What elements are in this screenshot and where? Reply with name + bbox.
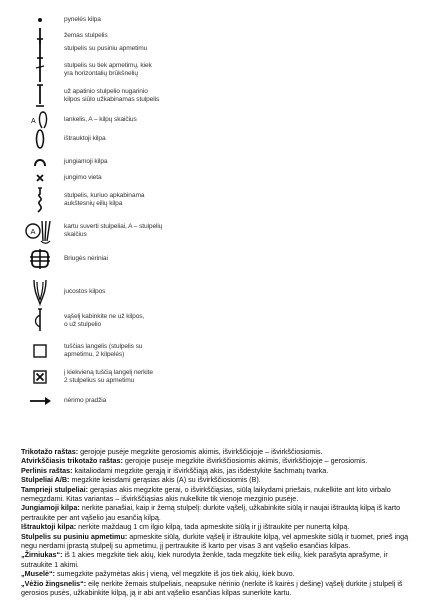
- legend-row-empty-square: [28, 339, 142, 363]
- legend-row-crossed-square: [28, 365, 153, 389]
- front-loop-icon: [28, 309, 52, 333]
- legend-row-raised-stitch: [28, 188, 144, 212]
- legend-label: nėrimo pradžia: [64, 397, 107, 404]
- description-text: sumegzkite pažymėtas akis į vieną, vėl megzkite iš jos tiek akių, kiek buvo.: [54, 569, 295, 579]
- legend-label: Briugės nėriniai: [64, 255, 108, 262]
- legend-row-joined-loops: [28, 280, 105, 304]
- legend-row-bruges: [28, 247, 108, 271]
- description-text: gerąsias akis megzkite gerai, o išvirkščiąsias, siūlą laikydami priešais, nukelkite ant kito virbalo nemegzdami. Kitas variantas – išvirkščiąsias akis nukelkite tik vienoje mezginio pusėje.: [21, 484, 391, 504]
- cluster-letter: A: [30, 227, 36, 236]
- description-term: Trikotažo raštas:: [21, 447, 79, 456]
- legend-row-treble-crochet: [28, 58, 152, 82]
- legend-row-cluster: [28, 219, 162, 243]
- cross-icon: [28, 166, 52, 190]
- bruges-icon: [28, 247, 52, 271]
- legend-label: jucostos kilpos: [64, 288, 106, 295]
- description-term: Tamprieji stulpeliai:: [21, 484, 88, 494]
- cluster-icon: [28, 219, 52, 243]
- description-term: Perlinis raštas:: [21, 465, 73, 475]
- joined-loops-icon: [28, 280, 52, 304]
- legend-label: kartu suverti stulpeliai, A – stulpelių skaičius: [64, 223, 163, 238]
- legend-row-back-loop: [28, 84, 159, 108]
- legend-label: pynelės kilpa: [64, 16, 101, 23]
- description-term: „Muselė“:: [21, 569, 55, 579]
- description-text: megzkite keisdami gerąsias akis (A) su išvirkščiosiomis (B).: [69, 475, 261, 485]
- description-text: apmeskite siūlą, durkite vąšelį ir ištraukite kilpą, vėl apmeskite siūlą ir tuomet, prieš ingą negu nerdami įprastą stulpelį su apmetimu, jį pertraukite iš karto per visas 3 ant vąšelio esančias kilpas.: [21, 531, 409, 551]
- description-text: iš 1 akies megzkite tiek akių, kiek nurodyta ženkle, tada megzkite tiek eilių, kiek parašyta aprašyme, ir sutraukite 1 akimi.: [21, 550, 388, 569]
- loop-chain-letter: A: [31, 118, 36, 125]
- legend-label: jungimo vieta: [64, 174, 102, 181]
- legend-label: jungiamoji kilpa: [64, 158, 108, 165]
- legend-label: stulpelis, kuriuo apkabinama aukštesnių eilių kilpa: [64, 192, 145, 207]
- description-term: Stulpeliai A/B:: [21, 475, 70, 485]
- description-term: Stulpelis su pusiniu apmetimu:: [21, 531, 128, 541]
- stitch-descriptions: [21, 447, 416, 598]
- treble-crochet-icon: [28, 58, 52, 82]
- description-term: „Vėžio žingsnelis“:: [21, 578, 87, 588]
- description-text: eilę nerkite žemais stulpeliais, neapsuke nėrinio (nerkite iš kairės į dešinę) vąšelį durkite į stulpelį iš gerosios pusės, užkabinkite kilpą, ją ir abi ant vąšelio esančias kilpas sunerkite kartu.: [21, 578, 403, 598]
- description-term: Atvirkščiasis trikotažo raštas:: [21, 456, 123, 466]
- description-text: nerkite panašiai, kaip ir žemą stulpelį: durkite vąšelį, užkabinkite siūlą ir naujai ištrauktą kilpą iš karto pertraukite per ant vąšelio jau esančią kilpą.: [21, 503, 401, 522]
- legend-label: tuščias langelis (stulpelis su apmetimu, 2 kilpelės): [64, 343, 143, 358]
- pulled-loop-icon: [28, 127, 52, 151]
- description-paragraph: [21, 466, 416, 475]
- description-paragraph: [21, 532, 416, 551]
- empty-square-icon: [28, 339, 52, 363]
- back-loop-stitch-icon: [28, 84, 52, 108]
- raised-stitch-icon: [28, 188, 52, 212]
- legend-label: stulpelis su pusiniu apmetimu: [64, 45, 148, 52]
- description-text: nerkite maždaug 1 cm ilgio kilpą, tada apmeskite siūlą ir jį ištraukite per nunertą kilpą.: [76, 522, 350, 532]
- description-term: Ištrauktoji kilpa:: [21, 522, 77, 532]
- legend-label: už apatinio stulpelio nugarinio kilpos siūlo užkabinamas stulpelis: [64, 88, 160, 103]
- arrow-right-icon: [28, 389, 52, 413]
- crossed-square-icon: [28, 365, 52, 389]
- legend-label: ištrauktoji kilpa: [64, 135, 106, 142]
- description-paragraph: [21, 522, 416, 531]
- legend-row-join-point: [28, 166, 102, 190]
- description-paragraph: [21, 550, 416, 569]
- legend-label: stulpelis su tiek apmetimų, kiek yra horizontalių brūkšnelių: [64, 62, 152, 77]
- description-paragraph: [21, 579, 416, 598]
- legend-row-pulled-loop: [28, 127, 106, 151]
- legend-label: vąšelį kabinkite ne už kilpos, o už stulpelio: [64, 313, 145, 328]
- legend-row-front-loop: [28, 309, 144, 333]
- legend-label: į kiekvieną tuščią langelį nerkite 2 stulpelius su apmetimu: [64, 369, 153, 384]
- description-paragraph: [21, 456, 416, 465]
- legend-row-start: [28, 389, 106, 413]
- description-term: „Žirniukas“:: [21, 550, 63, 560]
- description-text: kaitaliodami megzkite gerąją ir išvirkščiąją akis, jas išdėstykite šachmatų tvarka.: [72, 465, 329, 475]
- description-paragraph: [21, 447, 416, 456]
- description-paragraph: [21, 503, 416, 522]
- description-text: gerojoje pusėje megzkite išvirkščiosiomis akimis, išvirkščiojoje – gerosiomis.: [122, 456, 368, 466]
- description-paragraph: [21, 485, 416, 504]
- legend-label: lankelis, A – kilpų skaičius: [64, 116, 137, 123]
- legend-label: žemas stulpelis: [64, 32, 108, 39]
- description-term: Jungiamoji kilpa:: [21, 503, 80, 513]
- description-text: gerojoje pusėje megzkite gerosiomis akimis, išvirkščiojoje – išvirkščiosiomis.: [78, 447, 323, 456]
- description-paragraph: [21, 569, 416, 578]
- description-paragraph: [21, 475, 416, 484]
